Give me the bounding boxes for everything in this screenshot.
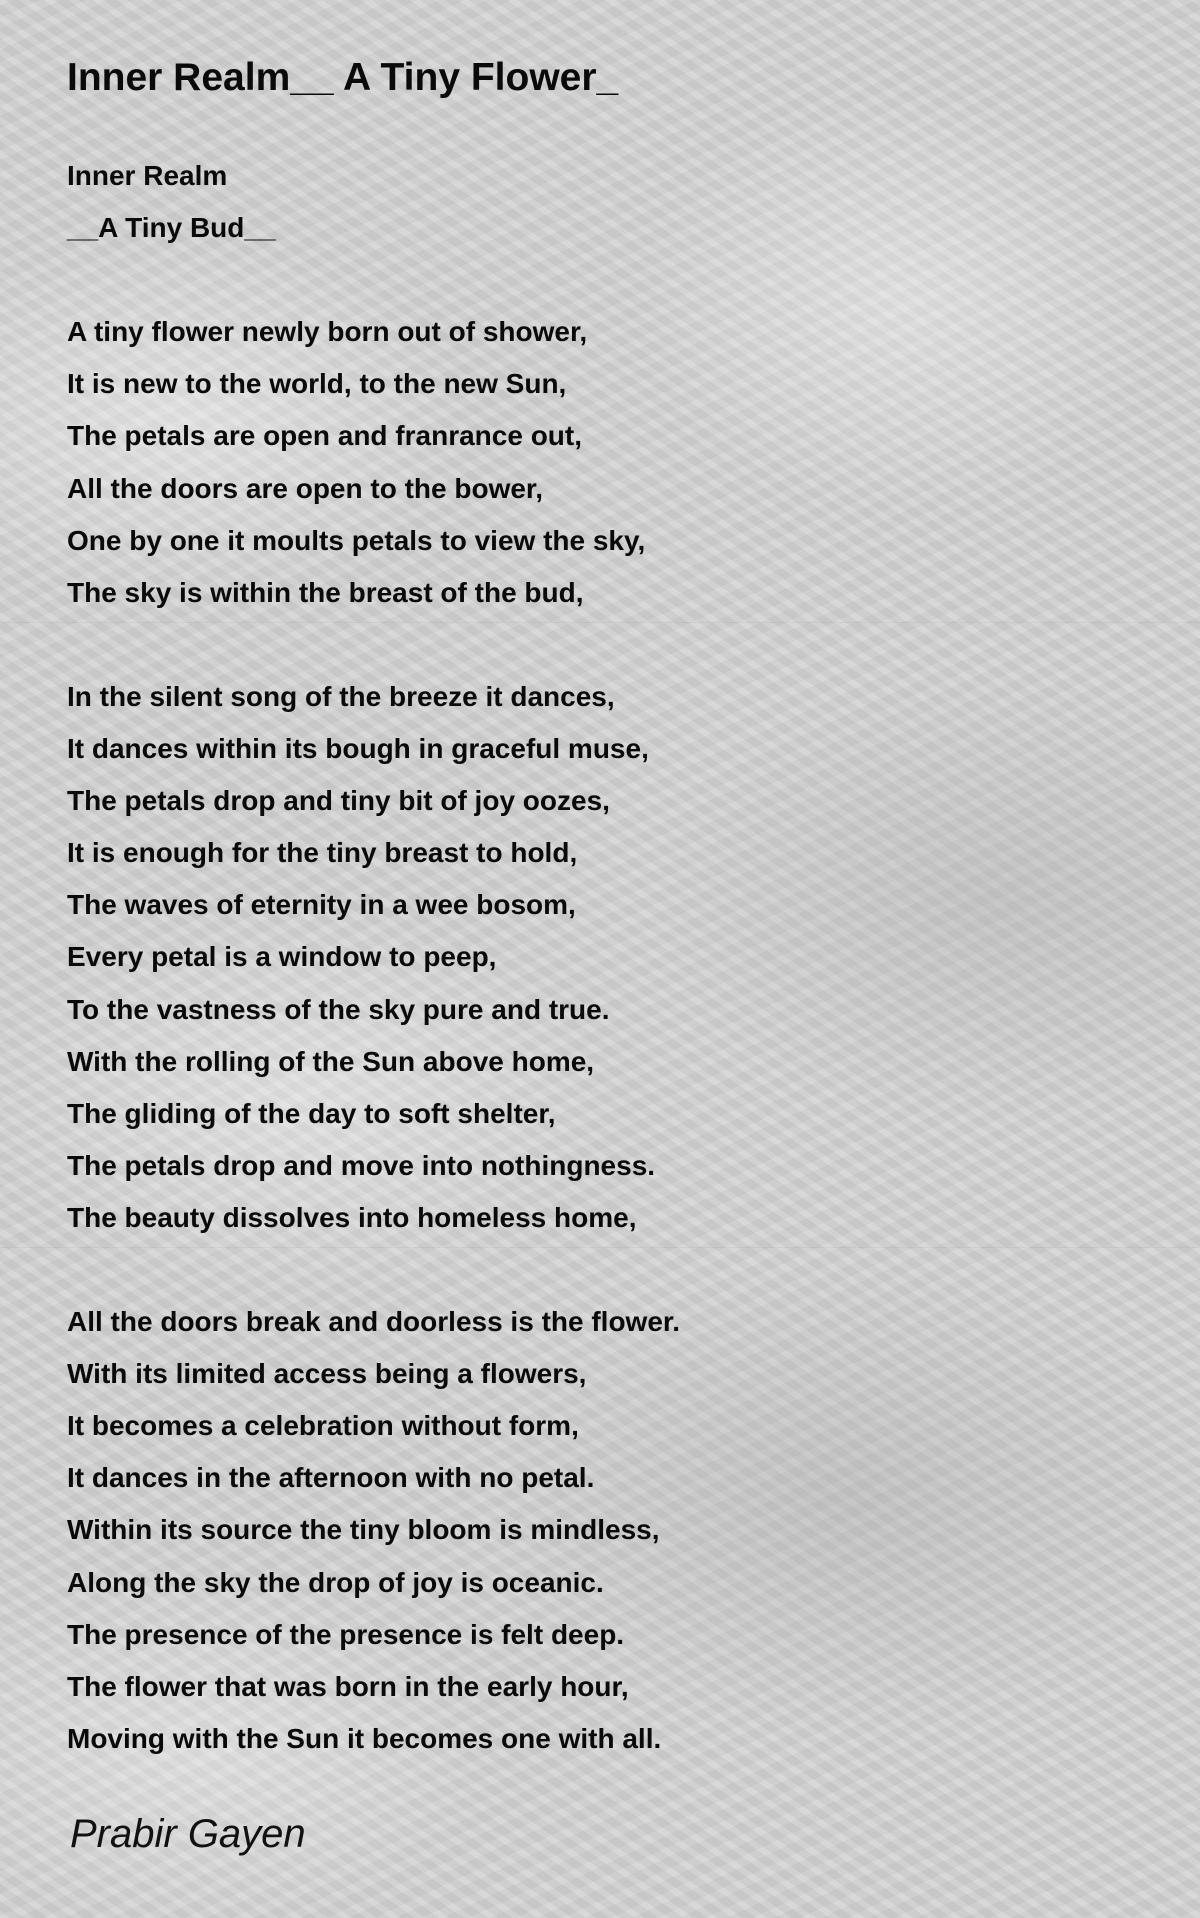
poem-line: The petals are open and franrance out, <box>67 420 583 452</box>
stanza-break <box>67 254 1147 306</box>
poem-line: With the rolling of the Sun above home, <box>67 1045 595 1077</box>
poem-line: With its limited access being a flowers, <box>67 1358 587 1390</box>
poem-line: The presence of the presence is felt deep. <box>67 1618 625 1650</box>
poem-line: One by one it moults petals to view the sky, <box>67 524 646 556</box>
poem-heading-line: __A Tiny Bud__ <box>67 212 276 244</box>
poem-line: It becomes a celebration without form, <box>67 1410 579 1442</box>
poem-line: It dances in the afternoon with no petal. <box>67 1462 595 1494</box>
stanza-break <box>67 1244 1147 1296</box>
poem-line: Along the sky the drop of joy is oceanic. <box>67 1566 604 1598</box>
poem-line: Moving with the Sun it becomes one with all. <box>67 1722 662 1754</box>
poem-line: All the doors break and doorless is the flower. <box>67 1306 681 1338</box>
poem-title: Inner Realm__ A Tiny Flower_ <box>67 56 619 99</box>
poem-line: In the silent song of the breeze it dances, <box>67 680 615 712</box>
poem-line: The flower that was born in the early hour, <box>67 1670 629 1702</box>
poem-line: The gliding of the day to soft shelter, <box>67 1097 556 1129</box>
stanza-2 <box>67 671 1147 1244</box>
poem-container <box>67 48 1147 1765</box>
poem-line: It dances within its bough in graceful muse, <box>67 733 649 765</box>
poem-line: It is enough for the tiny breast to hold, <box>67 837 578 869</box>
stanza-1 <box>67 306 1147 619</box>
poem-line: The sky is within the breast of the bud, <box>67 576 584 608</box>
stanza-3 <box>67 1296 1147 1765</box>
poem-line: A tiny flower newly born out of shower, <box>67 316 588 348</box>
poem-line: The petals drop and tiny bit of joy oozes, <box>67 785 610 817</box>
poem-line: To the vastness of the sky pure and true. <box>67 993 610 1025</box>
poem-line: It is new to the world, to the new Sun, <box>67 368 567 400</box>
poem-body <box>67 150 1147 1765</box>
poem-line: Every petal is a window to peep, <box>67 941 497 973</box>
author-name: Prabir Gayen <box>70 1812 306 1856</box>
poem-line: The waves of eternity in a wee bosom, <box>67 889 576 921</box>
stanza-break <box>67 619 1147 671</box>
poem-line: The beauty dissolves into homeless home, <box>67 1201 637 1233</box>
poem-line: The petals drop and move into nothingness. <box>67 1149 656 1181</box>
poem-heading-line: Inner Realm <box>67 160 228 191</box>
poem-line: Within its source the tiny bloom is mindless, <box>67 1514 660 1546</box>
poem-line: All the doors are open to the bower, <box>67 472 544 504</box>
